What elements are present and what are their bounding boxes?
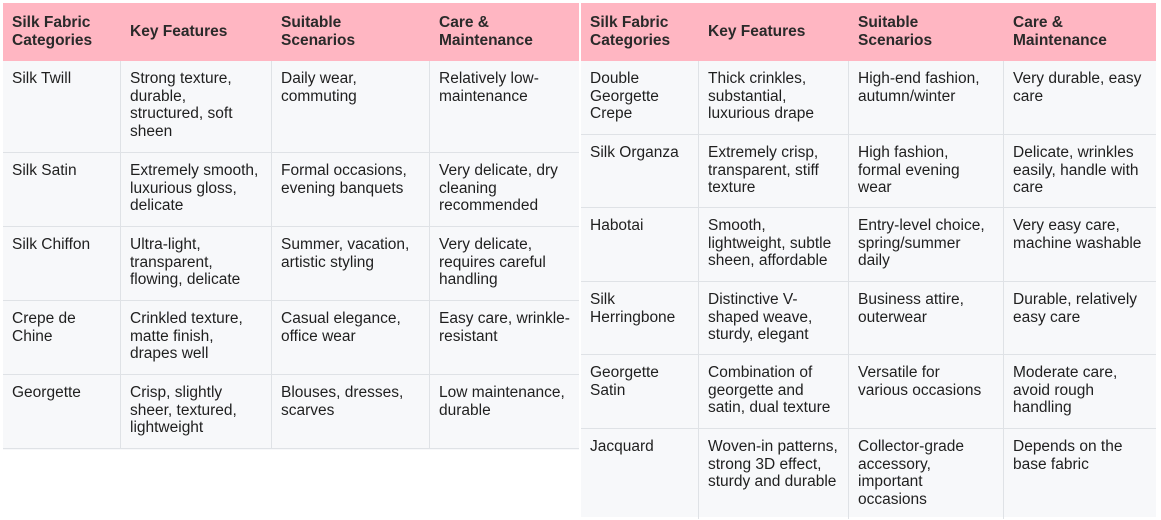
cell-suitable-scenarios: Entry-level choice, spring/summer daily (849, 208, 1004, 281)
table-row (3, 375, 579, 449)
cell-suitable-scenarios: Casual elegance, office wear (272, 301, 430, 374)
table-row (3, 61, 579, 153)
cell-category: Silk Herringbone (581, 282, 699, 354)
table-row (3, 301, 579, 375)
cell-key-features: Crisp, slightly sheer, textured, lightweight (121, 375, 272, 448)
cell-care-maintenance: Low maintenance, durable (439, 384, 565, 419)
cell-category: Georgette (3, 375, 121, 448)
header-categories: Silk Fabric Categories (590, 14, 671, 49)
table-header-row (3, 3, 579, 61)
cell-suitable-scenarios: High-end fashion, autumn/winter (849, 61, 1004, 134)
cell-key-features: Ultra-light, transparent, flowing, delicate (121, 227, 272, 300)
cell-key-features: Thick crinkles, substantial, luxurious drape (699, 61, 849, 134)
table-row (3, 153, 579, 227)
cell-key-features: Woven-in patterns, strong 3D effect, sturdy and durable (699, 429, 849, 519)
header-key-features: Key Features (130, 23, 228, 40)
cell-key-features: Strong texture, durable, structured, soft sheen (121, 61, 272, 152)
cell-suitable-scenarios: Summer, vacation, artistic styling (272, 227, 430, 300)
cell-category: Silk Chiffon (3, 227, 121, 300)
table-row (581, 135, 1156, 208)
cell-care-maintenance: Depends on the base fabric (1013, 438, 1123, 473)
silk-fabric-table-left (3, 3, 579, 450)
cell-care-maintenance: Very delicate, requires careful handling (439, 236, 546, 288)
silk-fabric-table-right (581, 3, 1156, 517)
cell-suitable-scenarios: Formal occasions, evening banquets (272, 153, 430, 226)
cell-category: Jacquard (581, 429, 699, 519)
cell-category: Silk Twill (3, 61, 121, 152)
table-row (581, 355, 1156, 429)
cell-key-features: Distinctive V-shaped weave, sturdy, elegant (699, 282, 849, 354)
cell-key-features: Smooth, lightweight, subtle sheen, affordable (699, 208, 849, 281)
cell-category: Double Georgette Crepe (581, 61, 699, 134)
cell-suitable-scenarios: Collector-grade accessory, important occasions (849, 429, 1004, 519)
cell-category: Silk Organza (581, 135, 699, 207)
cell-suitable-scenarios: Business attire, outerwear (849, 282, 1004, 354)
cell-care-maintenance: Durable, relatively easy care (1013, 291, 1138, 326)
cell-key-features: Extremely smooth, luxurious gloss, delicate (121, 153, 272, 226)
cell-care-maintenance: Relatively low-maintenance (439, 70, 539, 105)
header-care-maintenance: Care & Maintenance (1013, 14, 1107, 49)
cell-category: Habotai (581, 208, 699, 281)
cell-care-maintenance: Delicate, wrinkles easily, handle with care (1013, 144, 1139, 196)
cell-care-maintenance: Easy care, wrinkle-resistant (439, 310, 570, 345)
header-suitable-scenarios: Suitable Scenarios (858, 14, 933, 49)
cell-category: Silk Satin (3, 153, 121, 226)
cell-care-maintenance: Very delicate, dry cleaning recommended (439, 162, 558, 214)
header-care-maintenance: Care & Maintenance (439, 14, 533, 49)
cell-category: Georgette Satin (581, 355, 699, 428)
cell-key-features: Combination of georgette and satin, dual texture (699, 355, 849, 428)
header-suitable-scenarios: Suitable Scenarios (281, 14, 356, 49)
table-row (581, 61, 1156, 135)
cell-suitable-scenarios: Daily wear, commuting (272, 61, 430, 152)
cell-care-maintenance: Very easy care, machine washable (1013, 217, 1142, 252)
cell-suitable-scenarios: Blouses, dresses, scarves (272, 375, 430, 448)
header-key-features: Key Features (708, 23, 806, 40)
cell-suitable-scenarios: Versatile for various occasions (849, 355, 1004, 428)
table-row (3, 227, 579, 301)
table-header-row (581, 3, 1156, 61)
table-row (581, 282, 1156, 355)
cell-category: Crepe de Chine (3, 301, 121, 374)
cell-care-maintenance: Moderate care, avoid rough handling (1013, 364, 1118, 416)
cell-suitable-scenarios: High fashion, formal evening wear (849, 135, 1004, 207)
table-row (581, 429, 1156, 519)
cell-care-maintenance: Very durable, easy care (1013, 70, 1142, 105)
header-categories: Silk Fabric Categories (12, 14, 93, 49)
cell-key-features: Crinkled texture, matte finish, drapes well (121, 301, 272, 374)
table-row (581, 208, 1156, 282)
cell-key-features: Extremely crisp, transparent, stiff texture (699, 135, 849, 207)
